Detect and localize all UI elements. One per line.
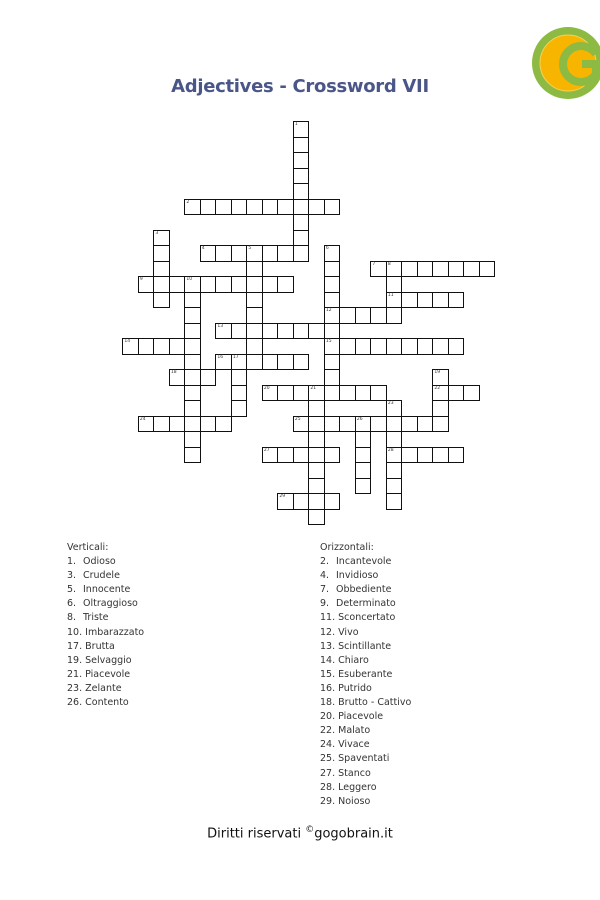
clue-item [67, 654, 144, 668]
cell-number: 14 [124, 339, 131, 345]
clue-number: 8. [67, 612, 77, 624]
crossword-cell[interactable] [184, 323, 200, 339]
cell-number: 13 [217, 323, 224, 329]
clue-item [67, 668, 144, 682]
clue-text: Obbediente [336, 584, 392, 596]
crossword-cell[interactable] [277, 245, 293, 261]
crossword-cell[interactable] [231, 199, 247, 215]
crossword-cell[interactable] [246, 307, 262, 323]
crossword-cell[interactable] [231, 276, 247, 292]
crossword-cell[interactable] [308, 478, 324, 494]
crossword-cell[interactable] [215, 199, 231, 215]
clue-number: 6. [67, 598, 77, 610]
clue-number: 26. [67, 697, 83, 709]
crossword-cell[interactable] [184, 292, 200, 308]
crossword-cell[interactable] [293, 245, 309, 261]
clue-text: Vivo [338, 626, 359, 638]
crossword-cell[interactable] [355, 338, 371, 354]
crossword-cell[interactable] [432, 292, 448, 308]
clue-number: 28. [320, 781, 336, 793]
clue-number: 4. [320, 570, 330, 582]
clue-number: 24. [320, 739, 336, 751]
clue-text: Determinato [336, 598, 396, 610]
crossword-cell[interactable] [386, 307, 402, 323]
crossword-cell[interactable] [370, 338, 386, 354]
crossword-cell[interactable] [246, 261, 262, 277]
clue-item [320, 738, 411, 752]
crossword-cell[interactable] [324, 276, 340, 292]
crossword-cell[interactable] [184, 385, 200, 401]
crossword-cell[interactable] [262, 276, 278, 292]
clue-text: Noioso [338, 795, 371, 807]
cell-number: 20 [263, 385, 270, 391]
cell-number: 1 [294, 122, 298, 128]
crossword-cell[interactable] [153, 416, 169, 432]
cell-number: 27 [263, 447, 270, 453]
clue-text: Imbarazzato [85, 626, 145, 638]
clue-item [320, 724, 411, 738]
crossword-cell[interactable] [200, 416, 216, 432]
crossword-cell[interactable] [231, 354, 247, 370]
crossword-cell[interactable] [432, 338, 448, 354]
crossword-cell[interactable] [184, 369, 200, 385]
crossword-cell[interactable] [308, 462, 324, 478]
crossword-cell[interactable] [184, 416, 200, 432]
clue-text: Piacevole [85, 668, 131, 680]
crossword-cell[interactable] [153, 276, 169, 292]
clue-number: 12. [320, 626, 336, 638]
crossword-cell[interactable] [324, 292, 340, 308]
crossword-cell[interactable] [153, 245, 169, 261]
clue-number: 10. [67, 626, 83, 638]
clue-number: 7. [320, 584, 330, 596]
clue-number: 15. [320, 668, 336, 680]
crossword-cell[interactable] [308, 400, 324, 416]
clue-number: 29. [320, 795, 336, 807]
clue-item [320, 611, 411, 625]
crossword-cell[interactable] [386, 338, 402, 354]
clue-number: 18. [320, 697, 336, 709]
cell-number: 22 [434, 385, 441, 391]
cell-number: 6 [325, 246, 329, 252]
crossword-cell[interactable] [308, 323, 324, 339]
crossword-cell[interactable] [386, 261, 402, 277]
clue-item [320, 583, 411, 597]
crossword-cell[interactable] [153, 261, 169, 277]
crossword-grid [123, 122, 503, 532]
copyright-symbol: © [305, 825, 315, 835]
crossword-cell[interactable] [246, 245, 262, 261]
crossword-cell[interactable] [293, 121, 309, 137]
crossword-cell[interactable] [262, 323, 278, 339]
crossword-cell[interactable] [308, 431, 324, 447]
crossword-cell[interactable] [401, 447, 417, 463]
crossword-cell[interactable] [231, 400, 247, 416]
crossword-cell[interactable] [138, 416, 154, 432]
crossword-cell[interactable] [432, 385, 448, 401]
cell-number: 24 [139, 416, 146, 422]
crossword-cell[interactable] [215, 245, 231, 261]
crossword-cell[interactable] [401, 261, 417, 277]
clue-text: Vivace [338, 739, 370, 751]
clue-number: 11. [320, 612, 336, 624]
clue-item [320, 795, 411, 809]
clue-text: Incantevole [336, 556, 392, 568]
crossword-cell[interactable] [324, 323, 340, 339]
crossword-cell[interactable] [215, 276, 231, 292]
crossword-cell[interactable] [417, 416, 433, 432]
clue-text: Innocente [83, 584, 131, 596]
cell-number: 17 [232, 354, 239, 360]
crossword-cell[interactable] [293, 447, 309, 463]
cell-number: 8 [387, 261, 391, 267]
clue-number: 19. [67, 654, 83, 666]
cell-number: 16 [217, 354, 224, 360]
crossword-cell[interactable] [293, 152, 309, 168]
clue-item [67, 597, 144, 611]
crossword-cell[interactable] [246, 354, 262, 370]
crossword-cell[interactable] [448, 338, 464, 354]
crossword-cell[interactable] [246, 276, 262, 292]
crossword-cell[interactable] [262, 245, 278, 261]
cell-number: 7 [372, 261, 376, 267]
clue-item [67, 611, 144, 625]
down-heading: Verticali: [67, 542, 109, 553]
clue-item [67, 569, 144, 583]
clue-text: Invidioso [336, 570, 379, 582]
crossword-cell[interactable] [153, 230, 169, 246]
crossword-cell[interactable] [231, 369, 247, 385]
clue-text: Odioso [83, 556, 116, 568]
cell-number: 23 [387, 401, 394, 407]
clue-text: Contento [85, 697, 129, 709]
page-title: Adjectives - Crossword VII [171, 76, 429, 97]
cell-number: 15 [325, 339, 332, 345]
clue-text: Chiaro [338, 654, 369, 666]
clue-number: 22. [320, 725, 336, 737]
clue-number: 17. [67, 640, 83, 652]
crossword-cell[interactable] [324, 245, 340, 261]
cell-number: 3 [155, 230, 159, 236]
crossword-cell[interactable] [386, 431, 402, 447]
crossword-cell[interactable] [246, 338, 262, 354]
clue-number: 14. [320, 654, 336, 666]
crossword-cell[interactable] [432, 261, 448, 277]
crossword-cell[interactable] [479, 261, 495, 277]
cell-number: 11 [387, 292, 394, 298]
crossword-cell[interactable] [138, 276, 154, 292]
crossword-cell[interactable] [262, 199, 278, 215]
crossword-cell[interactable] [386, 292, 402, 308]
clue-text: Spaventati [338, 753, 390, 765]
crossword-cell[interactable] [417, 261, 433, 277]
crossword-cell[interactable] [355, 447, 371, 463]
crossword-cell[interactable] [184, 199, 200, 215]
crossword-cell[interactable] [355, 431, 371, 447]
clue-item [67, 626, 144, 640]
crossword-cell[interactable] [293, 493, 309, 509]
clue-number: 13. [320, 640, 336, 652]
crossword-cell[interactable] [293, 230, 309, 246]
crossword-cell[interactable] [370, 307, 386, 323]
cell-number: 28 [387, 447, 394, 453]
footer-site: gogobrain.it [314, 826, 393, 842]
clue-item [320, 640, 411, 654]
crossword-cell[interactable] [339, 338, 355, 354]
clue-text: Selvaggio [85, 654, 132, 666]
footer [0, 825, 600, 841]
crossword-cell[interactable] [386, 478, 402, 494]
clue-number: 2. [320, 556, 330, 568]
clue-text: Oltraggioso [83, 598, 138, 610]
across-clues [320, 541, 411, 809]
cell-number: 4 [201, 246, 205, 252]
crossword-cell[interactable] [169, 416, 185, 432]
crossword-cell[interactable] [293, 385, 309, 401]
crossword-cell[interactable] [153, 292, 169, 308]
crossword-cell[interactable] [401, 416, 417, 432]
crossword-cell[interactable] [246, 199, 262, 215]
crossword-cell[interactable] [231, 323, 247, 339]
cell-number: 9 [139, 277, 143, 283]
crossword-cell[interactable] [355, 478, 371, 494]
clue-text: Brutta [85, 640, 115, 652]
cell-number: 19 [434, 370, 441, 376]
crossword-cell[interactable] [448, 292, 464, 308]
crossword-cell[interactable] [200, 369, 216, 385]
clue-text: Scintillante [338, 640, 392, 652]
crossword-cell[interactable] [432, 400, 448, 416]
crossword-cell[interactable] [324, 354, 340, 370]
crossword-cell[interactable] [200, 276, 216, 292]
crossword-cell[interactable] [308, 385, 324, 401]
crossword-cell[interactable] [169, 369, 185, 385]
crossword-cell[interactable] [448, 261, 464, 277]
crossword-cell[interactable] [417, 292, 433, 308]
crossword-cell[interactable] [277, 323, 293, 339]
clue-item [67, 640, 144, 654]
clue-item [320, 781, 411, 795]
crossword-cell[interactable] [184, 307, 200, 323]
crossword-cell[interactable] [324, 416, 340, 432]
cell-number: 2 [186, 199, 190, 205]
clue-item [320, 752, 411, 766]
clue-number: 9. [320, 598, 330, 610]
crossword-cell[interactable] [308, 509, 324, 525]
crossword-cell[interactable] [386, 400, 402, 416]
crossword-cell[interactable] [277, 447, 293, 463]
crossword-cell[interactable] [401, 338, 417, 354]
clue-number: 16. [320, 682, 336, 694]
clue-item [320, 767, 411, 781]
crossword-cell[interactable] [370, 385, 386, 401]
crossword-cell[interactable] [386, 416, 402, 432]
crossword-cell[interactable] [215, 416, 231, 432]
crossword-cell[interactable] [262, 447, 278, 463]
clue-item [67, 682, 144, 696]
crossword-cell[interactable] [184, 431, 200, 447]
clue-text: Triste [83, 612, 109, 624]
clue-text: Leggero [338, 781, 377, 793]
crossword-cell[interactable] [308, 493, 324, 509]
crossword-cell[interactable] [386, 276, 402, 292]
crossword-cell[interactable] [200, 199, 216, 215]
clue-number: 1. [67, 556, 77, 568]
clue-item [67, 696, 144, 710]
cell-number: 10 [186, 277, 193, 283]
clue-item [320, 626, 411, 640]
crossword-cell[interactable] [386, 462, 402, 478]
clue-text: Malato [338, 725, 371, 737]
crossword-cell[interactable] [293, 214, 309, 230]
crossword-cell[interactable] [293, 199, 309, 215]
crossword-cell[interactable] [324, 199, 340, 215]
crossword-cell[interactable] [339, 416, 355, 432]
cell-number: 5 [248, 246, 252, 252]
crossword-cell[interactable] [277, 276, 293, 292]
crossword-cell[interactable] [355, 462, 371, 478]
crossword-cell[interactable] [432, 369, 448, 385]
crossword-cell[interactable] [324, 493, 340, 509]
crossword-cell[interactable] [401, 292, 417, 308]
cell-number: 18 [170, 370, 177, 376]
crossword-cell[interactable] [339, 307, 355, 323]
crossword-cell[interactable] [277, 493, 293, 509]
clue-text: Brutto - Cattivo [338, 697, 412, 709]
clue-text: Sconcertato [338, 612, 396, 624]
crossword-cell[interactable] [231, 385, 247, 401]
crossword-cell[interactable] [277, 199, 293, 215]
crossword-cell[interactable] [448, 385, 464, 401]
clue-item [320, 668, 411, 682]
crossword-cell[interactable] [448, 447, 464, 463]
crossword-cell[interactable] [308, 447, 324, 463]
crossword-cell[interactable] [324, 338, 340, 354]
crossword-cell[interactable] [293, 183, 309, 199]
clue-text: Putrido [338, 682, 372, 694]
crossword-cell[interactable] [308, 199, 324, 215]
crossword-cell[interactable] [184, 276, 200, 292]
crossword-cell[interactable] [432, 447, 448, 463]
crossword-cell[interactable] [262, 354, 278, 370]
clue-item [320, 682, 411, 696]
clue-text: Piacevole [338, 711, 384, 723]
crossword-cell[interactable] [184, 354, 200, 370]
crossword-cell[interactable] [153, 338, 169, 354]
crossword-cell[interactable] [417, 338, 433, 354]
clue-number: 20. [320, 711, 336, 723]
crossword-cell[interactable] [293, 323, 309, 339]
clue-item [67, 583, 144, 597]
clue-item [320, 710, 411, 724]
clue-item [67, 555, 144, 569]
crossword-cell[interactable] [463, 261, 479, 277]
clue-text: Stanco [338, 767, 371, 779]
crossword-cell[interactable] [324, 369, 340, 385]
crossword-cell[interactable] [324, 447, 340, 463]
crossword-cell[interactable] [293, 354, 309, 370]
crossword-cell[interactable] [293, 416, 309, 432]
clue-item [320, 696, 411, 710]
crossword-cell[interactable] [122, 338, 138, 354]
clue-item [320, 569, 411, 583]
crossword-cell[interactable] [277, 385, 293, 401]
clue-number: 25. [320, 753, 336, 765]
clue-item [320, 555, 411, 569]
footer-text: Diritti riservati [207, 826, 306, 842]
crossword-cell[interactable] [432, 416, 448, 432]
crossword-cell[interactable] [246, 292, 262, 308]
crossword-cell[interactable] [355, 307, 371, 323]
crossword-cell[interactable] [184, 447, 200, 463]
clue-text: Zelante [85, 682, 122, 694]
crossword-cell[interactable] [138, 338, 154, 354]
crossword-cell[interactable] [262, 385, 278, 401]
across-heading: Orizzontali: [320, 542, 374, 553]
crossword-cell[interactable] [169, 276, 185, 292]
crossword-cell[interactable] [324, 261, 340, 277]
down-clues [67, 541, 144, 710]
crossword-cell[interactable] [386, 447, 402, 463]
crossword-cell[interactable] [169, 338, 185, 354]
crossword-cell[interactable] [215, 354, 231, 370]
crossword-cell[interactable] [417, 447, 433, 463]
clue-text: Esuberante [338, 668, 393, 680]
crossword-cell[interactable] [324, 385, 340, 401]
crossword-cell[interactable] [355, 385, 371, 401]
crossword-cell[interactable] [293, 137, 309, 153]
crossword-cell[interactable] [355, 416, 371, 432]
cell-number: 25 [294, 416, 301, 422]
crossword-cell[interactable] [308, 416, 324, 432]
crossword-cell[interactable] [293, 168, 309, 184]
crossword-cell[interactable] [386, 493, 402, 509]
clue-number: 5. [67, 584, 77, 596]
crossword-cell[interactable] [200, 245, 216, 261]
clue-item [320, 597, 411, 611]
crossword-cell[interactable] [339, 385, 355, 401]
crossword-cell[interactable] [370, 416, 386, 432]
crossword-cell[interactable] [184, 400, 200, 416]
clue-number: 27. [320, 767, 336, 779]
gogobrain-logo [530, 24, 600, 108]
cell-number: 12 [325, 308, 332, 314]
cell-number: 29 [279, 494, 286, 500]
cell-number: 26 [356, 416, 363, 422]
cell-number: 21 [310, 385, 317, 391]
crossword-cell[interactable] [370, 261, 386, 277]
clue-text: Crudele [83, 570, 120, 582]
crossword-cell[interactable] [184, 338, 200, 354]
clue-number: 21. [67, 668, 83, 680]
crossword-cell[interactable] [277, 354, 293, 370]
crossword-cell[interactable] [463, 385, 479, 401]
crossword-cell[interactable] [246, 323, 262, 339]
clue-number: 23. [67, 682, 83, 694]
clue-number: 3. [67, 570, 77, 582]
crossword-cell[interactable] [215, 323, 231, 339]
crossword-cell[interactable] [324, 307, 340, 323]
clue-item [320, 654, 411, 668]
crossword-cell[interactable] [231, 245, 247, 261]
